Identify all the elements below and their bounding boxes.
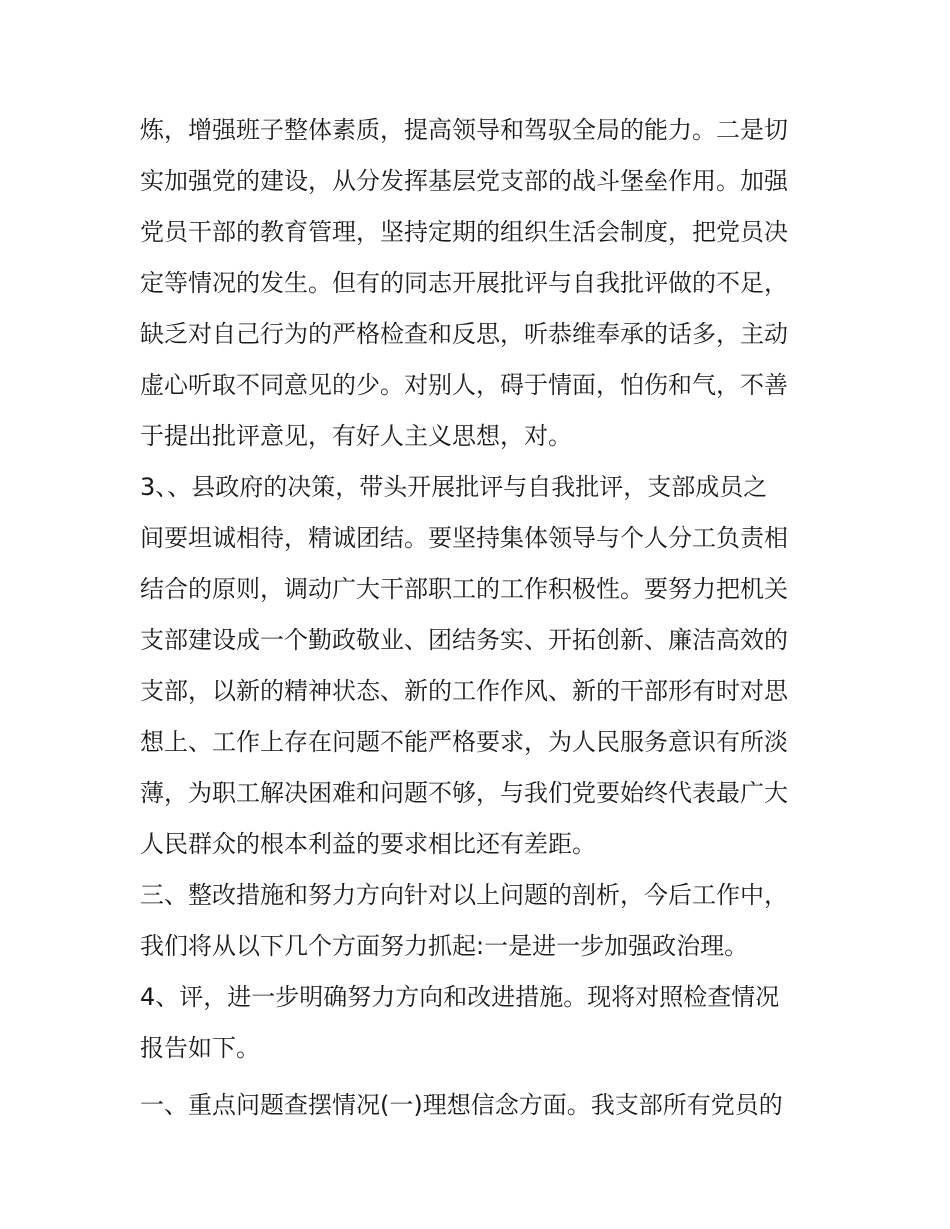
text-line: 实加强党的建设，从分发挥基层党支部的战斗堡垒作用。加强 bbox=[140, 167, 788, 195]
text-line: 报告如下。 bbox=[140, 1034, 260, 1062]
document-page bbox=[140, 105, 820, 1131]
text-line: 支部建设成一个勤政敬业、团结务实、开拓创新、廉洁高效的 bbox=[140, 626, 788, 654]
text-line: 薄，为职工解决困难和问题不够，与我们党要始终代表最广大 bbox=[140, 779, 788, 807]
text-line: 一、重点问题查摆情况(一)理想信念方面。我支部所有党员的 bbox=[140, 1091, 783, 1119]
text-line: 人民群众的根本利益的要求相比还有差距。 bbox=[140, 830, 596, 858]
text-line: 结合的原则，调动广大干部职工的工作积极性。要努力把机关 bbox=[140, 575, 788, 603]
text-line: 党员干部的教育管理，坚持定期的组织生活会制度，把党员决 bbox=[140, 218, 788, 246]
text-line: 缺乏对自己行为的严格检查和反思，听恭维奉承的话多，主动 bbox=[140, 320, 788, 348]
text-line: 想上、工作上存在问题不能严格要求，为人民服务意识有所淡 bbox=[140, 728, 788, 756]
text-line: 定等情况的发生。但有的同志开展批评与自我批评做的不足， bbox=[140, 269, 788, 297]
text-line: 于提出批评意见，有好人主义思想，对。 bbox=[140, 422, 572, 450]
text-line: 支部，以新的精神状态、新的工作作风、新的干部形有时对思 bbox=[140, 677, 788, 705]
text-line: 虚心听取不同意见的少。对别人，碍于情面，怕伤和气，不善 bbox=[140, 371, 788, 399]
text-line: 三、整改措施和努力方向针对以上问题的剖析，今后工作中， bbox=[140, 881, 788, 909]
text-line: 我们将从以下几个方面努力抓起:一是进一步加强政治理。 bbox=[140, 932, 749, 960]
text-line: 3、、县政府的决策，带头开展批评与自我批评，支部成员之 bbox=[140, 473, 768, 501]
text-line: 炼，增强班子整体素质，提高领导和驾驭全局的能力。二是切 bbox=[140, 116, 788, 144]
text-line: 间要坦诚相待，精诚团结。要坚持集体领导与个人分工负责相 bbox=[140, 524, 788, 552]
text-line: 4、评，进一步明确努力方向和改进措施。现将对照检查情况 bbox=[140, 983, 780, 1011]
